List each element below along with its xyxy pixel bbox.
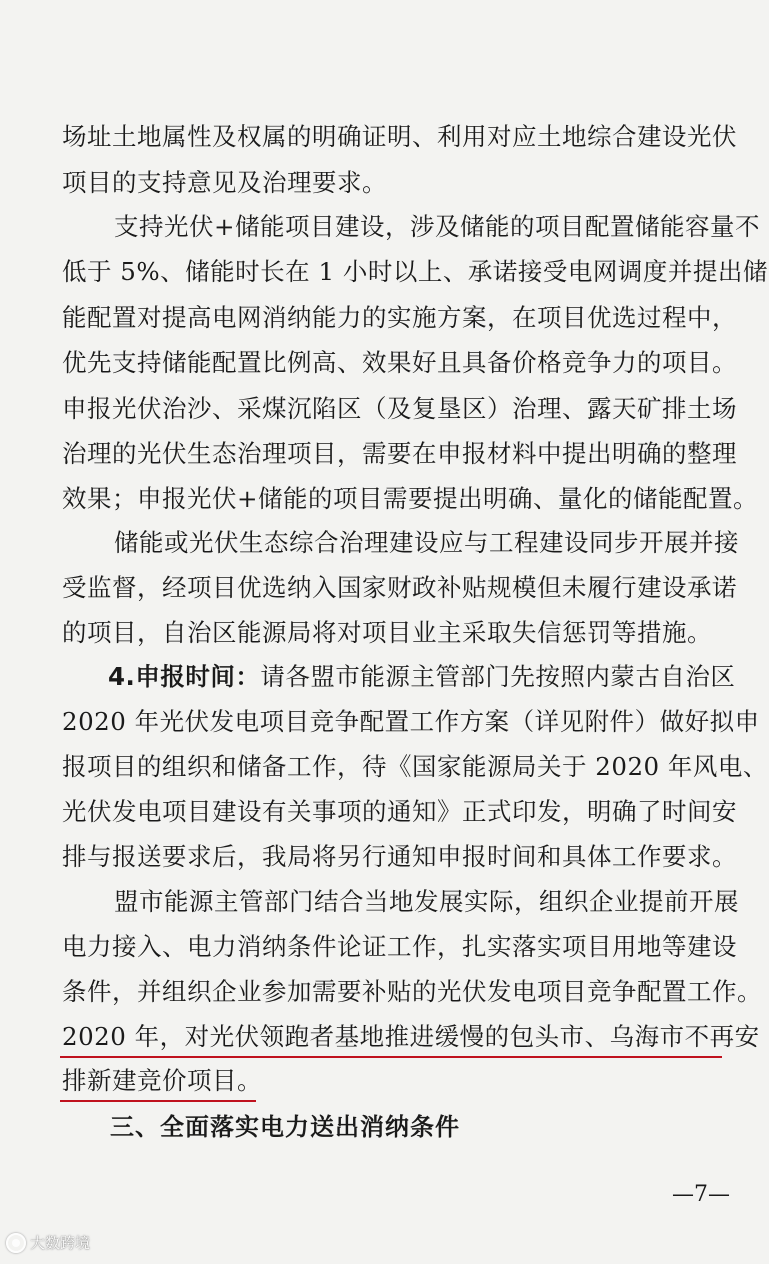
text-line: 项目的支持意见及治理要求。 <box>62 168 387 197</box>
text-line: 受监督，经项目优选纳入国家财政补贴规模但未履行建设承诺 <box>62 573 737 602</box>
text-line: 场址土地属性及权属的明确证明、利用对应土地综合建设光伏 <box>62 122 737 151</box>
text-line: 储能或光伏生态综合治理建设应与工程建设同步开展并接 <box>114 528 739 557</box>
watermark <box>6 1232 90 1253</box>
text-line: 光伏发电项目建设有关事项的通知》正式印发，明确了时间安 <box>62 797 737 826</box>
text-line-underlined: 2020 年，对光伏领跑者基地推进缓慢的包头市、乌海市不再安 <box>62 1022 760 1051</box>
watermark-logo-icon <box>6 1233 26 1253</box>
page-number: —7— <box>672 1182 730 1207</box>
text-line: 条件，并组织企业参加需要补贴的光伏发电项目竞争配置工作。 <box>62 977 762 1006</box>
watermark-text: 大数跨境 <box>30 1234 91 1252</box>
text-line: 2020 年光伏发电项目竞争配置工作方案（详见附件）做好拟申 <box>62 707 760 736</box>
text-line: 电力接入、电力消纳条件论证工作，扎实落实项目用地等建设 <box>62 932 737 961</box>
text-line: 优先支持储能配置比例高、效果好且具备价格竞争力的项目。 <box>62 348 737 377</box>
text-line: 申报光伏治沙、采煤沉陷区（及复垦区）治理、露天矿排土场 <box>62 394 737 423</box>
text-line: 的项目，自治区能源局将对项目业主采取失信惩罚等措施。 <box>62 618 712 647</box>
red-underline <box>60 1056 722 1058</box>
section-heading: 三、全面落实电力送出消纳条件 <box>110 1113 460 1141</box>
text-line: 盟市能源主管部门结合当地发展实际，组织企业提前开展 <box>114 887 739 916</box>
text-line: 低于 5%、储能时长在 1 小时以上、承诺接受电网调度并提出储 <box>62 257 768 286</box>
item-lead-label: 4.申报时间： <box>108 662 261 691</box>
text-line-lead <box>108 660 734 694</box>
text-line: 排与报送要求后，我局将另行通知申报时间和具体工作要求。 <box>62 842 737 871</box>
red-underline <box>60 1100 256 1102</box>
text-line: 能配置对提高电网消纳能力的实施方案，在项目优选过程中， <box>62 303 737 332</box>
text-line: 支持光伏+储能项目建设，涉及储能的项目配置储能容量不 <box>114 212 761 241</box>
text-line: 报项目的组织和储备工作，待《国家能源局关于 2020 年风电、 <box>62 752 768 781</box>
text-line: 效果；申报光伏+储能的项目需要提出明确、量化的储能配置。 <box>62 484 759 513</box>
text-line: 治理的光伏生态治理项目，需要在申报材料中提出明确的整理 <box>62 439 737 468</box>
text-line-underlined: 排新建竞价项目。 <box>62 1066 262 1095</box>
text-line-rest: 请各盟市能源主管部门先按照内蒙古自治区 <box>260 662 736 691</box>
